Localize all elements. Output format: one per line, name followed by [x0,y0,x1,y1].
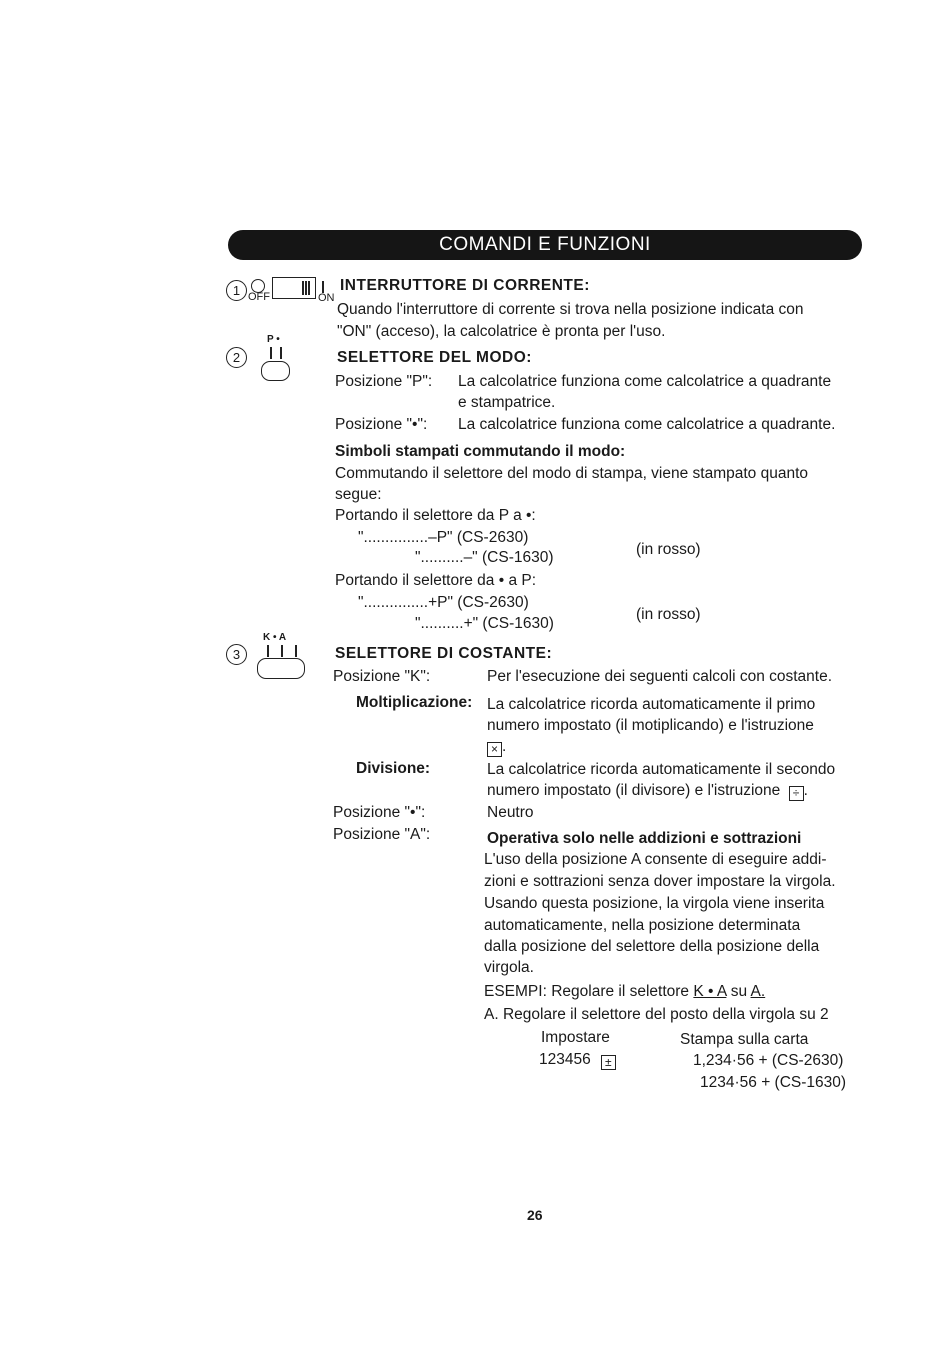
division-text-line2-text: numero impostato (il divisore) e l'istruzione [487,782,781,799]
division-text-line1: La calcolatrice ricorda automaticamente il secondo [487,761,836,778]
multiply-key-icon: × [487,742,502,757]
column-stampa: Stampa sulla carta [680,1031,809,1048]
example-input [539,1050,616,1070]
mode-pos-dot-label: Posizione "•": [335,416,428,433]
constant-switch-label: K • A [263,632,287,643]
division-text-line2: numero impostato (il divisore) e l'istruzione ÷ . [487,782,808,800]
multiplication-key-line: × . [487,737,506,757]
p-to-dot-line1: "...............–P" (CS-2630) [358,529,529,546]
const-pos-dot-label: Posizione "•": [333,804,426,821]
examples-text: Regolare il selettore [551,983,690,1000]
mode-selector-heading: SELETTORE DEL MODO: [337,349,532,366]
division-label: Divisione: [356,760,431,777]
power-switch-heading: INTERRUTTORE DI CORRENTE: [340,277,590,294]
symbols-text-line1: Commutando il selettore del modo di stampa, viene stampato quanto [335,465,809,482]
symbols-text-line2: segue: [335,486,382,503]
examples-switch: K • A [693,983,727,1000]
examples-target: A. [750,983,766,1000]
examples-label: ESEMPI: [484,983,547,1000]
const-pos-a-label: Posizione "A": [333,826,431,843]
p-to-dot-line2: "..........–" (CS-1630) [415,549,554,566]
const-pos-k-text: Per l'esecuzione dei seguenti calcoli con costante. [487,668,833,685]
mode-pos-dot-text: La calcolatrice funziona come calcolatrice a quadrante. [458,416,836,433]
section-header-bar [228,230,862,260]
mode-pos-p-text-line1: La calcolatrice funziona come calcolatrice a quadrante [458,373,832,390]
examples-line [484,982,765,1002]
switch-body-icon [272,277,316,299]
power-switch-text-line2: "ON" (acceso), la calcolatrice è pronta per l'uso. [337,323,666,340]
constant-selector-heading: SELETTORE DI COSTANTE: [335,645,553,662]
dot-to-p-label: Portando il selettore da • a P: [335,572,537,589]
dot-to-p-line1: "...............+P" (CS-2630) [358,594,529,611]
example-input-value: 123456 [539,1051,591,1068]
const-pos-a-heading: Operativa solo nelle addizioni e sottrazioni [487,830,802,847]
pos-a-line-4: automaticamente, nella posizione determinata [484,917,801,934]
plus-minus-key-icon: ± [601,1055,616,1070]
pos-a-line-2: zioni e sottrazioni senza dover impostare la virgola. [484,873,836,890]
p-to-dot-label: Portando il selettore da P a •: [335,507,536,524]
in-rosso-note-1: (in rosso) [636,541,701,558]
divide-key-icon: ÷ [789,786,804,801]
multiplication-label: Moltiplicazione: [356,694,473,711]
symbols-heading: Simboli stampati commutando il modo: [335,443,626,460]
const-pos-dot-text: Neutro [487,804,534,821]
on-label: ON [318,292,335,304]
multiplication-text-line2: numero impostato (il motiplicando) e l'istruzione [487,717,814,734]
pos-a-line-3: Usando questa posizione, la virgola viene inserita [484,895,825,912]
item-number-3: 3 [226,644,247,665]
pos-a-line-1: L'uso della posizione A consente di eseguire addi- [484,851,827,868]
item-number-2: 2 [226,347,247,368]
section-header-title: COMANDI E FUNZIONI [439,234,651,255]
examples-su: su [730,983,748,1000]
column-impostare: Impostare [541,1029,610,1046]
mode-pos-p-label: Posizione "P": [335,373,433,390]
off-label: OFF [248,291,270,303]
mode-switch-label: P • [267,334,280,345]
page-number: 26 [527,1207,543,1223]
pos-a-line-5: dalla posizione del selettore della posizione della [484,938,820,955]
power-switch-text-line1: Quando l'interruttore di corrente si trova nella posizione indicata con [337,301,804,318]
item-number-1: 1 [226,280,247,301]
multiplication-text-line1: La calcolatrice ricorda automaticamente il primo [487,696,816,713]
const-pos-k-label: Posizione "K": [333,668,431,685]
dot-to-p-line2: "..........+" (CS-1630) [415,615,554,632]
in-rosso-note-2: (in rosso) [636,606,701,623]
example-a-text: A. Regolare il selettore del posto della virgola su 2 [484,1006,829,1023]
mode-pos-p-text-line2: e stampatrice. [458,394,556,411]
pos-a-line-6: virgola. [484,959,534,976]
print-output-line1: 1,234·56 + (CS-2630) [693,1052,844,1069]
print-output-line2: 1234·56 + (CS-1630) [700,1074,847,1091]
